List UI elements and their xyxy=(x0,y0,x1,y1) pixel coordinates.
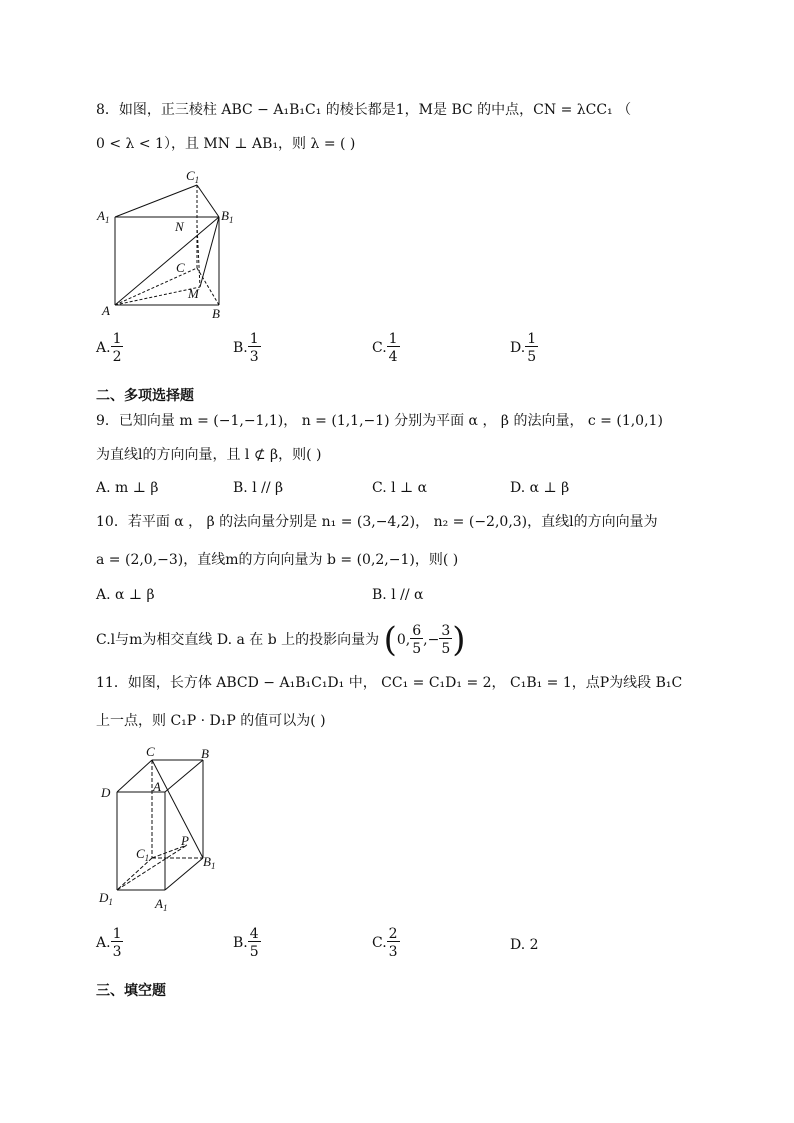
q8-label-M: M xyxy=(188,286,199,301)
q8-option-c[interactable]: C. $\frac{1}{4}$ xyxy=(372,331,398,365)
q11-line1: 11．如图，长方体 ABCD − A₁B₁C₁D₁ 中， CC₁ = C₁D₁ = 2， C₁B₁ = 1，点P为线段 B₁C xyxy=(96,675,683,691)
q11-label-B1: $B_1$ xyxy=(203,854,216,871)
q11-label-C1: $C_1$ xyxy=(136,846,150,863)
q9-option-d[interactable]: D. α ⊥ β xyxy=(510,480,570,496)
q11-cuboid-figure xyxy=(95,742,230,914)
q11-label-P: P xyxy=(181,833,189,848)
q8-label-C: C xyxy=(176,260,185,275)
q11-label-A1: $A_1$ xyxy=(155,896,168,913)
q11-option-b[interactable]: B. $\frac{4}{5}$ xyxy=(233,926,259,960)
q8-line2: 0 < λ < 1），且 MN ⊥ AB₁，则 λ = ( ) xyxy=(96,136,356,152)
q8-label-B1: $B_1$ xyxy=(221,208,234,225)
q11-label-D1: $D_1$ xyxy=(99,890,113,907)
q8-label-B: B xyxy=(212,306,220,321)
q8-line1: 8．如图，正三棱柱 ABC − A₁B₁C₁ 的棱长都是1，M是 BC 的中点，CN = λCC₁ （ xyxy=(96,102,632,118)
q11-option-a[interactable]: A. $\frac{1}{3}$ xyxy=(96,926,122,960)
q11-option-c[interactable]: C. $\frac{2}{3}$ xyxy=(372,926,398,960)
section-heading-fill-in: 三、填空题 xyxy=(96,983,166,999)
q8-label-C1: $C_1$ xyxy=(186,168,200,185)
q10-options-cd[interactable]: C.l与m为相交直线 D. a 在 b 上的投影向量为 (0, $\frac{6}{5}$ ,− $\frac{3}{5}$ ) xyxy=(96,620,466,660)
q8-label-A: A xyxy=(102,303,110,318)
q8-prism-figure xyxy=(92,165,252,323)
q9-option-c[interactable]: C. l ⊥ α xyxy=(372,480,428,496)
q8-label-N: N xyxy=(175,219,184,234)
q11-line2: 上一点，则 C₁P · D₁P 的值可以为( ) xyxy=(96,713,326,729)
q8-option-d[interactable]: D. $\frac{1}{5}$ xyxy=(510,331,537,365)
q9-line1: 9．已知向量 m = (−1,−1,1)， n = (1,1,−1) 分别为平面 α ， β 的法向量， c = (1,0,1) xyxy=(96,413,663,429)
q10-option-b[interactable]: B. l // α xyxy=(372,587,424,603)
q10-options-cd-text: C.l与m为相交直线 D. a 在 b 上的投影向量为 xyxy=(96,632,380,648)
q11-option-d[interactable]: D. 2 xyxy=(510,937,539,953)
q11-label-A: A xyxy=(153,779,161,794)
q8-label-A1: $A_1$ xyxy=(97,208,110,225)
q9-line2: 为直线l的方向向量，且 l ⊄ β，则( ) xyxy=(96,447,322,463)
q9-option-a[interactable]: A. m ⊥ β xyxy=(96,480,159,496)
q10-line1: 10．若平面 α ， β 的法向量分别是 n₁ = (3,−4,2)， n₂ = (−2,0,3)，直线l的方向向量为 xyxy=(96,514,658,530)
section-heading-multiple-choice: 二、多项选择题 xyxy=(96,388,194,404)
q8-option-a[interactable]: A. $\frac{1}{2}$ xyxy=(96,331,122,365)
q11-label-C: C xyxy=(146,744,155,759)
q11-label-B: B xyxy=(201,746,209,761)
q10-line2: a = (2,0,−3)，直线m的方向向量为 b = (0,2,−1)，则( ) xyxy=(96,552,459,568)
q8-option-b[interactable]: B. $\frac{1}{3}$ xyxy=(233,331,259,365)
q11-label-D: D xyxy=(101,785,111,800)
q9-option-b[interactable]: B. l // β xyxy=(233,480,284,496)
q10-option-a[interactable]: A. α ⊥ β xyxy=(96,587,155,603)
